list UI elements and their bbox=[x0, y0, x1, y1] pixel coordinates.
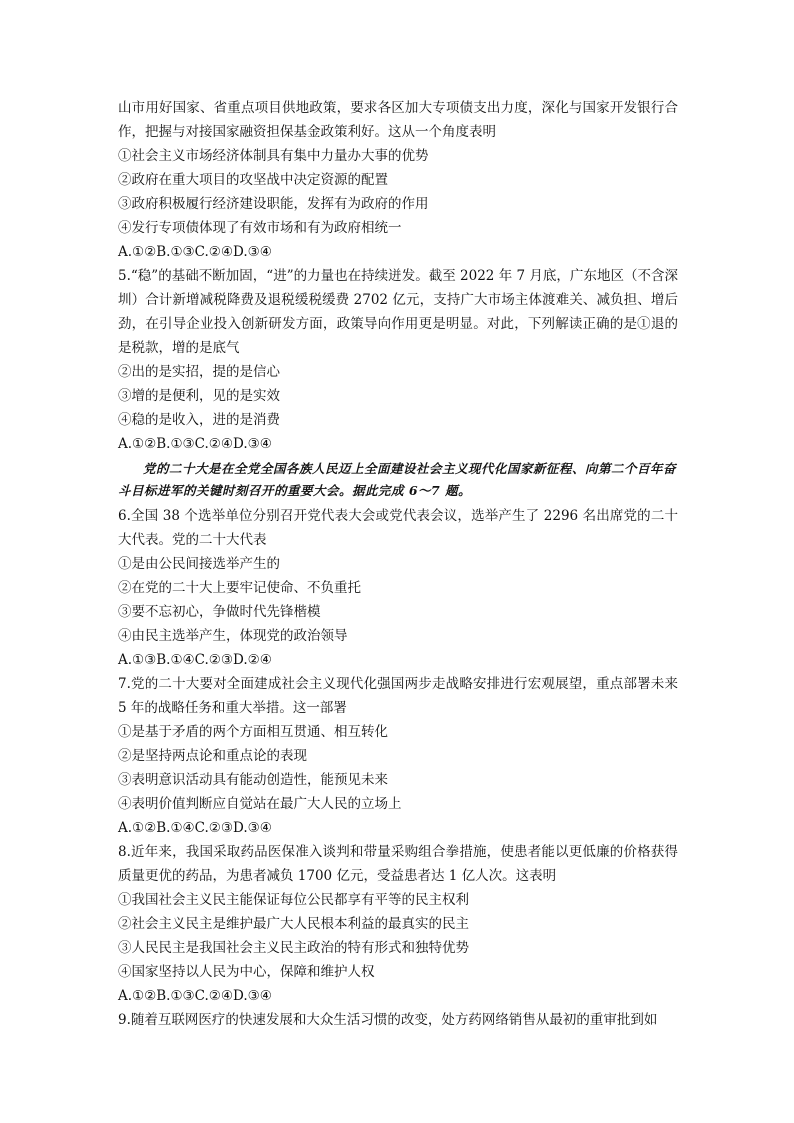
question-6-stem: 6.全国 38 个选举单位分别召开党代表大会或党代表会议，选举产生了 2296 名出席党的二十大代表。党的二十大代表 bbox=[118, 508, 678, 548]
option-1: ①是基于矛盾的两个方面相互贯通、相互转化 bbox=[118, 724, 388, 740]
question-9-stem: 9.随着互联网医疗的快速发展和大众生活习惯的改变，处方药网络销售从最初的重审批到如 bbox=[118, 1012, 658, 1028]
option-4: ④由民主选举产生，体现党的政治领导 bbox=[118, 628, 348, 644]
option-4: ④表明价值判断应自觉站在最广大人民的立场上 bbox=[118, 796, 402, 812]
option-2: ②是坚持两点论和重点论的表现 bbox=[118, 748, 307, 764]
option-3: ③增的是便利，见的是实效 bbox=[118, 388, 280, 404]
question-8-stem: 8.近年来，我国采取药品医保准入谈判和带量采购组合拳措施，使患者能以更低廉的价格获得质量更优的药品，为患者减负 1700 亿元，受益患者达 1 亿人次。这表明 bbox=[118, 844, 678, 884]
option-3: ③人民民主是我国社会主义民主政治的特有形式和独特优势 bbox=[118, 940, 469, 956]
section-intro: 党的二十大是在全党全国各族人民迈上全面建设社会主义现代化国家新征程、向第二个百年奋斗目标进军的关键时刻召开的重要大会。据此完成 6～7 题。 bbox=[118, 461, 677, 498]
option-1: ①我国社会主义民主能保证每位公民都享有平等的民主权利 bbox=[118, 892, 469, 908]
option-3: ③政府积极履行经济建设职能，发挥有为政府的作用 bbox=[118, 196, 429, 212]
option-2: ②政府在重大项目的攻坚战中决定资源的配置 bbox=[118, 172, 388, 188]
option-4: ④国家坚持以人民为中心，保障和维护人权 bbox=[118, 964, 375, 980]
option-2: ②社会主义民主是维护最广大人民根本利益的最真实的民主 bbox=[118, 916, 469, 932]
option-1: ①是由公民间接选举产生的 bbox=[118, 556, 280, 572]
answer-choices: A.①②B.①④C.②③D.③④ bbox=[118, 820, 272, 836]
option-4: ④发行专项债体现了有效市场和有为政府相统一 bbox=[118, 220, 402, 236]
answer-choices: A.①②B.①③C.②④D.③④ bbox=[118, 436, 272, 452]
question-4-stem-continued: 山市用好国家、省重点项目供地政策，要求各区加大专项债支出力度，深化与国家开发银行合作，把握与对接国家融资担保基金政策利好。这从一个角度表明 bbox=[118, 100, 678, 140]
option-3: ③表明意识活动具有能动创造性，能预见未来 bbox=[118, 772, 388, 788]
option-2: ②在党的二十大上要牢记使命、不负重托 bbox=[118, 580, 361, 596]
document-page bbox=[118, 96, 678, 1032]
answer-choices: A.①③B.①④C.②③D.②④ bbox=[118, 652, 272, 668]
answer-choices: A.①②B.①③C.②④D.③④ bbox=[118, 988, 272, 1004]
question-7-stem: 7.党的二十大要对全面建成社会主义现代化强国两步走战略安排进行宏观展望，重点部署未来 5 年的战略任务和重大举措。这一部署 bbox=[118, 676, 678, 716]
option-3: ③要不忘初心，争做时代先锋楷模 bbox=[118, 604, 321, 620]
option-4: ④稳的是收入，进的是消费 bbox=[118, 412, 280, 428]
option-1: ①社会主义市场经济体制具有集中力量办大事的优势 bbox=[118, 148, 429, 164]
question-5-stem: 5.“稳”的基础不断加固，“进”的力量也在持续迸发。截至 2022 年 7 月底，广东地区（不含深圳）合计新增减税降费及退税缓税缓费 2702 亿元，支持广大市场主体渡难关、减负担、增后劲，在引导企业投入创新研发方面，政策导向作用更是明显。对此，下列解读正确的是①退的是税款，增的是底气 bbox=[118, 268, 678, 356]
option-2: ②出的是实招，提的是信心 bbox=[118, 364, 280, 380]
answer-choices: A.①②B.①③C.②④D.③④ bbox=[118, 244, 272, 260]
